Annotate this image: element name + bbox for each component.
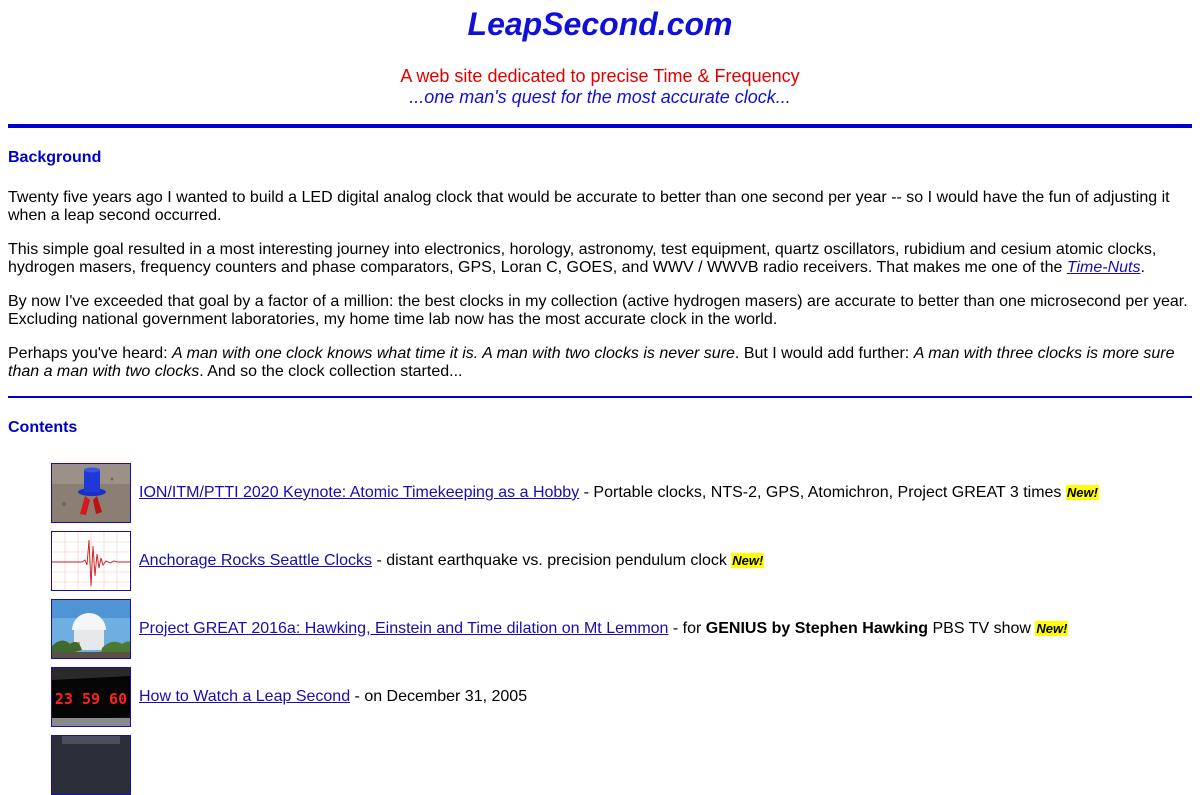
- content-item-text: [139, 552, 764, 570]
- site-tagline: A web site dedicated to precise Time & Frequency: [400, 66, 800, 86]
- content-item-text: [139, 620, 1068, 638]
- p4-quote-1: A man with one clock knows what time it is. A man with two clocks is never sure: [172, 345, 735, 362]
- keynote-link[interactable]: ION/ITM/PTTI 2020 Keynote: Atomic Timekeeping as a Hobby: [139, 484, 580, 501]
- p2-text: This simple goal resulted in a most interesting journey into electronics, horology, astronomy, test equipment, quartz oscillators, rubidium and cesium atomic clocks, hydrogen masers, frequency counters and phase comparators, GPS, Loran C, GOES, and WWV / WWVB radio receivers. That makes me one of the: [8, 241, 1157, 276]
- seismograph-image: [52, 532, 130, 590]
- background-paragraph-4: [8, 345, 1192, 381]
- new-badge: New!: [1066, 485, 1098, 500]
- keynote-description: - Portable clocks, NTS-2, GPS, Atomichron, Project GREAT 3 times: [579, 484, 1066, 501]
- p2-end: .: [1140, 259, 1145, 276]
- background-paragraph-3: By now I've exceeded that goal by a factor of a million: the best clocks in my collection (active hydrogen masers) are accurate to better than one microsecond per year. Excluding national government laboratories, my home time lab now has the most accurate clock in the world.: [8, 293, 1188, 328]
- genius-show-title: GENIUS by Stephen Hawking: [705, 620, 929, 637]
- content-item-text: [139, 688, 527, 706]
- great-description-post: PBS TV show: [928, 620, 1036, 637]
- background-paragraph-1: Twenty five years ago I wanted to build a LED digital analog clock that would be accurate to better than one second per year -- so I would have the fun of adjusting it when a leap second occurred.: [8, 189, 1170, 224]
- leap-second-description: - on December 31, 2005: [350, 688, 528, 705]
- site-title: LeapSecond.com: [467, 6, 733, 42]
- next-item-thumbnail[interactable]: [51, 735, 131, 795]
- content-item: [51, 667, 1191, 727]
- leap-second-thumbnail[interactable]: [51, 667, 131, 727]
- p4-end: . And so the clock collection started...: [199, 363, 463, 380]
- content-item: [51, 531, 1191, 591]
- content-item-text: [139, 484, 1099, 502]
- new-badge: New!: [1036, 621, 1068, 636]
- p4-middle: . But I would add further:: [734, 345, 914, 362]
- p4-quote-2: A man with three clocks is more sure than a man with two clocks: [8, 345, 1175, 380]
- great-description-pre: - for: [668, 620, 706, 637]
- content-item: [51, 599, 1191, 659]
- keynote-thumbnail[interactable]: [51, 463, 131, 523]
- great-2016a-thumbnail[interactable]: [51, 599, 131, 659]
- content-item: [51, 463, 1191, 523]
- background-heading: Background: [8, 149, 102, 166]
- thumbnail-image: [52, 736, 130, 794]
- time-nuts-link[interactable]: Time-Nuts: [1066, 259, 1141, 276]
- background-paragraph-2: [8, 241, 1192, 277]
- led-clock-image: [52, 668, 130, 726]
- contents-heading: Contents: [8, 419, 78, 436]
- observatory-dome-image: [52, 600, 130, 658]
- section-divider: [8, 396, 1192, 398]
- new-badge: New!: [732, 553, 764, 568]
- top-hat-figure-image: [52, 464, 130, 522]
- p4-intro: Perhaps you've heard:: [8, 345, 173, 362]
- content-item: [51, 735, 1191, 795]
- header-divider: [8, 124, 1192, 128]
- anchorage-description: - distant earthquake vs. precision pendulum clock: [372, 552, 732, 569]
- great-2016a-link[interactable]: Project GREAT 2016a: Hawking, Einstein and Time dilation on Mt Lemmon: [139, 620, 669, 637]
- clock-display-text: 23 59 60: [54, 690, 128, 708]
- earthquake-thumbnail[interactable]: [51, 531, 131, 591]
- site-subtagline: ...one man's quest for the most accurate clock...: [409, 87, 791, 107]
- leap-second-link[interactable]: How to Watch a Leap Second: [139, 688, 351, 705]
- anchorage-link[interactable]: Anchorage Rocks Seattle Clocks: [139, 552, 372, 569]
